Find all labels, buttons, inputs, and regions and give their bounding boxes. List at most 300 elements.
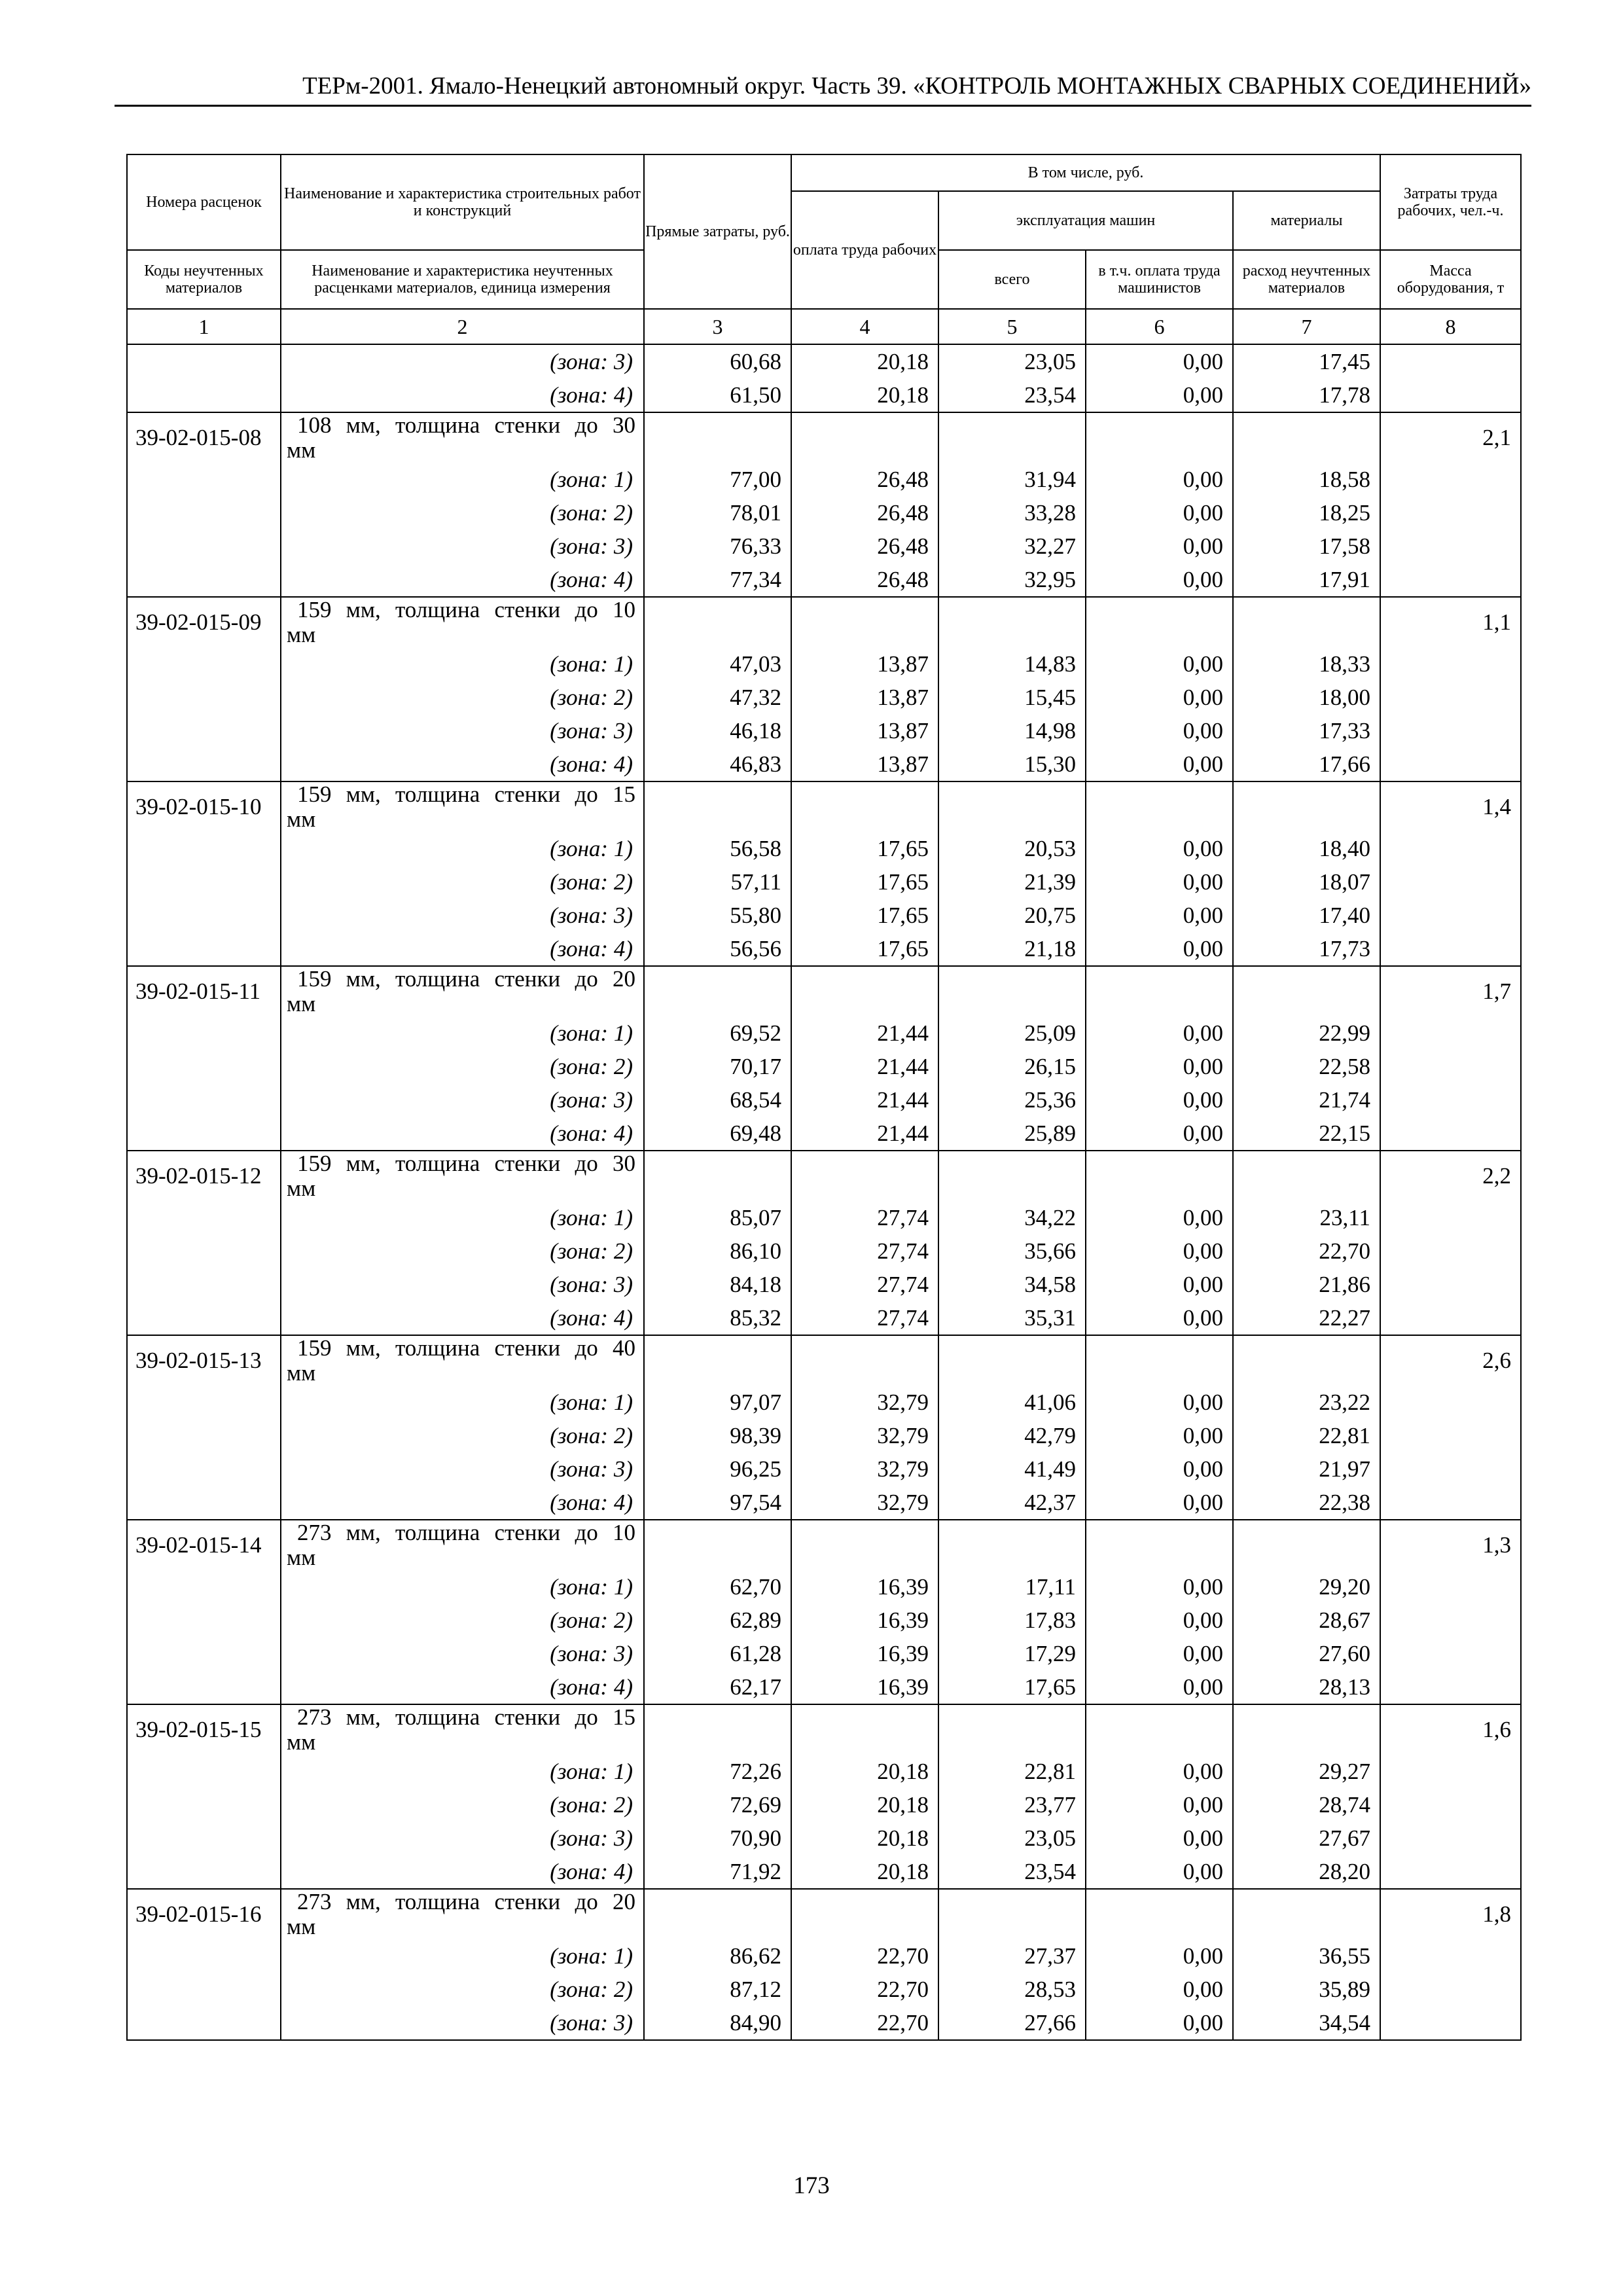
value-cell-empty xyxy=(644,597,791,647)
table-row xyxy=(127,1268,1521,1301)
header-equipment-mass: Масса оборудования, т xyxy=(1380,250,1521,309)
labor-pay-value: 26,48 xyxy=(791,529,938,563)
direct-cost-value: 62,70 xyxy=(644,1570,791,1604)
table-row xyxy=(127,1570,1521,1604)
materials-value: 17,45 xyxy=(1233,344,1380,378)
code-cell-empty xyxy=(127,899,281,932)
materials-value: 17,91 xyxy=(1233,563,1380,597)
materials-value: 21,97 xyxy=(1233,1452,1380,1486)
machines-total-value: 20,75 xyxy=(938,899,1086,932)
rate-code: 39-02-015-11 xyxy=(127,966,281,1016)
direct-cost-value: 68,54 xyxy=(644,1083,791,1117)
code-cell-empty xyxy=(127,344,281,378)
machines-total-value: 33,28 xyxy=(938,496,1086,529)
labor-cell-empty xyxy=(1380,1016,1521,1050)
operators-pay-value: 0,00 xyxy=(1086,647,1233,681)
labor-costs-value: 2,1 xyxy=(1380,412,1521,463)
value-cell-empty xyxy=(1233,1704,1380,1755)
work-name-unit: мм xyxy=(287,1729,316,1755)
labor-cell-empty xyxy=(1380,647,1521,681)
code-cell-empty xyxy=(127,1821,281,1855)
labor-pay-value: 13,87 xyxy=(791,647,938,681)
zone-label: (зона: 3) xyxy=(281,2006,644,2040)
table-row xyxy=(127,1151,1521,1201)
materials-value: 28,13 xyxy=(1233,1670,1380,1704)
direct-cost-value: 55,80 xyxy=(644,899,791,932)
direct-cost-value: 56,58 xyxy=(644,832,791,865)
labor-cell-empty xyxy=(1380,563,1521,597)
direct-cost-value: 56,56 xyxy=(644,932,791,966)
operators-pay-value: 0,00 xyxy=(1086,1570,1233,1604)
work-name-unit: мм xyxy=(287,1175,316,1201)
direct-cost-value: 84,18 xyxy=(644,1268,791,1301)
labor-pay-value: 27,74 xyxy=(791,1301,938,1335)
zone-label: (зона: 4) xyxy=(281,1855,644,1889)
labor-pay-value: 32,79 xyxy=(791,1452,938,1486)
materials-value: 23,22 xyxy=(1233,1386,1380,1419)
direct-cost-value: 96,25 xyxy=(644,1452,791,1486)
labor-costs-value: 2,6 xyxy=(1380,1335,1521,1386)
value-cell-empty xyxy=(938,1520,1086,1570)
header-materials-usage: расход неучтенных материалов xyxy=(1233,250,1380,309)
code-cell-empty xyxy=(127,1973,281,2006)
machines-total-value: 14,83 xyxy=(938,647,1086,681)
labor-costs-value: 1,6 xyxy=(1380,1704,1521,1755)
operators-pay-value: 0,00 xyxy=(1086,1855,1233,1889)
value-cell-empty xyxy=(1086,1335,1233,1386)
labor-pay-value: 13,87 xyxy=(791,714,938,747)
zone-label: (зона: 1) xyxy=(281,463,644,496)
value-cell-empty xyxy=(938,1335,1086,1386)
column-number: 5 xyxy=(938,309,1086,344)
table-row xyxy=(127,1201,1521,1234)
rate-code: 39-02-015-14 xyxy=(127,1520,281,1570)
labor-pay-value: 20,18 xyxy=(791,378,938,412)
value-cell-empty xyxy=(1086,597,1233,647)
operators-pay-value: 0,00 xyxy=(1086,1670,1233,1704)
machines-total-value: 23,77 xyxy=(938,1788,1086,1821)
zone-label: (зона: 1) xyxy=(281,1755,644,1788)
labor-cell-empty xyxy=(1380,714,1521,747)
value-cell-empty xyxy=(1086,781,1233,832)
labor-cell-empty xyxy=(1380,1050,1521,1083)
materials-value: 18,07 xyxy=(1233,865,1380,899)
operators-pay-value: 0,00 xyxy=(1086,1452,1233,1486)
value-cell-empty xyxy=(1233,1151,1380,1201)
code-cell-empty xyxy=(127,1301,281,1335)
labor-cell-empty xyxy=(1380,344,1521,378)
machines-total-value: 22,81 xyxy=(938,1755,1086,1788)
value-cell-empty xyxy=(791,1889,938,1939)
labor-pay-value: 21,44 xyxy=(791,1050,938,1083)
code-cell-empty xyxy=(127,1637,281,1670)
table-row xyxy=(127,1604,1521,1637)
column-number: 2 xyxy=(281,309,644,344)
labor-cell-empty xyxy=(1380,832,1521,865)
work-name xyxy=(281,966,644,1016)
work-name xyxy=(281,781,644,832)
zone-label: (зона: 3) xyxy=(281,1637,644,1670)
zone-label: (зона: 2) xyxy=(281,681,644,714)
operators-pay-value: 0,00 xyxy=(1086,1419,1233,1452)
table-row xyxy=(127,1386,1521,1419)
materials-value: 27,67 xyxy=(1233,1821,1380,1855)
direct-cost-value: 97,54 xyxy=(644,1486,791,1520)
zone-label: (зона: 4) xyxy=(281,1117,644,1151)
direct-cost-value: 69,48 xyxy=(644,1117,791,1151)
table-row xyxy=(127,563,1521,597)
machines-total-value: 27,66 xyxy=(938,2006,1086,2040)
table-row xyxy=(127,681,1521,714)
work-name-unit: мм xyxy=(287,622,316,647)
labor-costs-value: 1,4 xyxy=(1380,781,1521,832)
labor-pay-value: 26,48 xyxy=(791,496,938,529)
code-cell-empty xyxy=(127,932,281,966)
direct-cost-value: 98,39 xyxy=(644,1419,791,1452)
value-cell-empty xyxy=(1233,597,1380,647)
value-cell-empty xyxy=(1233,412,1380,463)
code-cell-empty xyxy=(127,496,281,529)
materials-value: 17,40 xyxy=(1233,899,1380,932)
direct-cost-value: 47,03 xyxy=(644,647,791,681)
zone-label: (зона: 3) xyxy=(281,1452,644,1486)
labor-cell-empty xyxy=(1380,1755,1521,1788)
materials-value: 18,33 xyxy=(1233,647,1380,681)
table-row xyxy=(127,1050,1521,1083)
table-row xyxy=(127,865,1521,899)
table-row xyxy=(127,1419,1521,1452)
machines-total-value: 17,29 xyxy=(938,1637,1086,1670)
value-cell-empty xyxy=(938,1151,1086,1201)
code-cell-empty xyxy=(127,1452,281,1486)
zone-label: (зона: 3) xyxy=(281,1268,644,1301)
code-cell-empty xyxy=(127,529,281,563)
labor-pay-value: 21,44 xyxy=(791,1083,938,1117)
labor-costs-value: 1,7 xyxy=(1380,966,1521,1016)
table-body xyxy=(127,344,1521,2040)
direct-cost-value: 57,11 xyxy=(644,865,791,899)
direct-cost-value: 85,32 xyxy=(644,1301,791,1335)
rate-code: 39-02-015-13 xyxy=(127,1335,281,1386)
labor-cell-empty xyxy=(1380,1973,1521,2006)
table-row xyxy=(127,1452,1521,1486)
code-cell-empty xyxy=(127,1486,281,1520)
machines-total-value: 25,89 xyxy=(938,1117,1086,1151)
operators-pay-value: 0,00 xyxy=(1086,1268,1233,1301)
machines-total-value: 21,18 xyxy=(938,932,1086,966)
machines-total-value: 17,65 xyxy=(938,1670,1086,1704)
work-name-text: 273 мм, толщина стенки до 15 xyxy=(297,1704,635,1730)
materials-value: 22,70 xyxy=(1233,1234,1380,1268)
work-name xyxy=(281,1151,644,1201)
direct-cost-value: 70,90 xyxy=(644,1821,791,1855)
labor-pay-value: 16,39 xyxy=(791,1670,938,1704)
labor-cell-empty xyxy=(1380,529,1521,563)
labor-cell-empty xyxy=(1380,1939,1521,1973)
work-name-text: 108 мм, толщина стенки до 30 xyxy=(297,412,635,438)
operators-pay-value: 0,00 xyxy=(1086,1386,1233,1419)
direct-cost-value: 62,89 xyxy=(644,1604,791,1637)
direct-cost-value: 62,17 xyxy=(644,1670,791,1704)
operators-pay-value: 0,00 xyxy=(1086,529,1233,563)
header-including: В том числе, руб. xyxy=(791,154,1380,191)
value-cell-empty xyxy=(791,597,938,647)
materials-value: 17,58 xyxy=(1233,529,1380,563)
operators-pay-value: 0,00 xyxy=(1086,344,1233,378)
value-cell-empty xyxy=(791,1520,938,1570)
page-number: 173 xyxy=(793,2172,830,2199)
labor-pay-value: 16,39 xyxy=(791,1604,938,1637)
value-cell-empty xyxy=(938,597,1086,647)
operators-pay-value: 0,00 xyxy=(1086,1201,1233,1234)
machines-total-value: 34,58 xyxy=(938,1268,1086,1301)
value-cell-empty xyxy=(1086,1704,1233,1755)
header-material-codes: Коды неучтенных материалов xyxy=(127,250,281,309)
code-cell-empty xyxy=(127,747,281,781)
labor-cell-empty xyxy=(1380,1419,1521,1452)
machines-total-value: 23,54 xyxy=(938,378,1086,412)
zone-label: (зона: 1) xyxy=(281,832,644,865)
direct-cost-value: 72,26 xyxy=(644,1755,791,1788)
direct-cost-value: 61,28 xyxy=(644,1637,791,1670)
table-row xyxy=(127,1821,1521,1855)
labor-cell-empty xyxy=(1380,865,1521,899)
materials-value: 22,99 xyxy=(1233,1016,1380,1050)
materials-value: 36,55 xyxy=(1233,1939,1380,1973)
code-cell-empty xyxy=(127,1117,281,1151)
table-header xyxy=(127,154,1521,344)
labor-pay-value: 27,74 xyxy=(791,1201,938,1234)
machines-total-value: 15,45 xyxy=(938,681,1086,714)
code-cell-empty xyxy=(127,681,281,714)
zone-label: (зона: 1) xyxy=(281,1016,644,1050)
table-row xyxy=(127,1637,1521,1670)
operators-pay-value: 0,00 xyxy=(1086,1755,1233,1788)
work-name-unit: мм xyxy=(287,1360,316,1386)
table-row xyxy=(127,899,1521,932)
labor-cell-empty xyxy=(1380,681,1521,714)
zone-label: (зона: 4) xyxy=(281,932,644,966)
machines-total-value: 41,49 xyxy=(938,1452,1086,1486)
table-row xyxy=(127,1117,1521,1151)
labor-cell-empty xyxy=(1380,496,1521,529)
code-cell-empty xyxy=(127,1755,281,1788)
labor-pay-value: 20,18 xyxy=(791,1755,938,1788)
zone-label: (зона: 1) xyxy=(281,1201,644,1234)
value-cell-empty xyxy=(644,1335,791,1386)
machines-total-value: 26,15 xyxy=(938,1050,1086,1083)
labor-cell-empty xyxy=(1380,1604,1521,1637)
machines-total-value: 42,79 xyxy=(938,1419,1086,1452)
zone-label: (зона: 4) xyxy=(281,563,644,597)
value-cell-empty xyxy=(644,966,791,1016)
operators-pay-value: 0,00 xyxy=(1086,1973,1233,2006)
code-cell-empty xyxy=(127,1939,281,1973)
labor-cell-empty xyxy=(1380,1821,1521,1855)
materials-value: 18,00 xyxy=(1233,681,1380,714)
code-cell-empty xyxy=(127,1670,281,1704)
work-name xyxy=(281,1889,644,1939)
direct-cost-value: 84,90 xyxy=(644,2006,791,2040)
operators-pay-value: 0,00 xyxy=(1086,1821,1233,1855)
machines-total-value: 27,37 xyxy=(938,1939,1086,1973)
machines-total-value: 32,27 xyxy=(938,529,1086,563)
value-cell-empty xyxy=(791,1704,938,1755)
rate-code: 39-02-015-16 xyxy=(127,1889,281,1939)
materials-value: 29,27 xyxy=(1233,1755,1380,1788)
value-cell-empty xyxy=(938,412,1086,463)
direct-cost-value: 60,68 xyxy=(644,344,791,378)
zone-label: (зона: 2) xyxy=(281,1234,644,1268)
materials-value: 23,11 xyxy=(1233,1201,1380,1234)
work-name-text: 273 мм, толщина стенки до 10 xyxy=(297,1520,635,1545)
labor-pay-value: 27,74 xyxy=(791,1234,938,1268)
table-row xyxy=(127,1855,1521,1889)
value-cell-empty xyxy=(644,1704,791,1755)
zone-label: (зона: 4) xyxy=(281,1301,644,1335)
labor-cell-empty xyxy=(1380,1386,1521,1419)
value-cell-empty xyxy=(791,966,938,1016)
value-cell-empty xyxy=(938,1889,1086,1939)
materials-value: 21,74 xyxy=(1233,1083,1380,1117)
labor-pay-value: 22,70 xyxy=(791,1973,938,2006)
code-cell-empty xyxy=(127,1234,281,1268)
work-name-text: 159 мм, толщина стенки до 30 xyxy=(297,1151,635,1176)
value-cell-empty xyxy=(1233,1889,1380,1939)
work-name-text: 159 мм, толщина стенки до 10 xyxy=(297,597,635,622)
table-row xyxy=(127,1670,1521,1704)
materials-value: 28,74 xyxy=(1233,1788,1380,1821)
labor-pay-value: 27,74 xyxy=(791,1268,938,1301)
rate-code: 39-02-015-09 xyxy=(127,597,281,647)
labor-pay-value: 20,18 xyxy=(791,1855,938,1889)
zone-label: (зона: 3) xyxy=(281,529,644,563)
labor-cell-empty xyxy=(1380,1855,1521,1889)
machines-total-value: 32,95 xyxy=(938,563,1086,597)
operators-pay-value: 0,00 xyxy=(1086,1234,1233,1268)
machines-total-value: 17,83 xyxy=(938,1604,1086,1637)
labor-pay-value: 16,39 xyxy=(791,1570,938,1604)
labor-pay-value: 17,65 xyxy=(791,932,938,966)
table-row xyxy=(127,463,1521,496)
materials-value: 17,33 xyxy=(1233,714,1380,747)
value-cell-empty xyxy=(1233,781,1380,832)
labor-pay-value: 17,65 xyxy=(791,832,938,865)
operators-pay-value: 0,00 xyxy=(1086,932,1233,966)
operators-pay-value: 0,00 xyxy=(1086,1939,1233,1973)
labor-pay-value: 20,18 xyxy=(791,1821,938,1855)
direct-cost-value: 47,32 xyxy=(644,681,791,714)
labor-pay-value: 20,18 xyxy=(791,344,938,378)
operators-pay-value: 0,00 xyxy=(1086,681,1233,714)
labor-costs-value: 1,3 xyxy=(1380,1520,1521,1570)
header-machines: эксплуатация машин xyxy=(938,191,1233,250)
header-labor-costs: Затраты труда рабочих, чел.-ч. xyxy=(1380,154,1521,250)
zone-label: (зона: 4) xyxy=(281,747,644,781)
zone-label: (зона: 3) xyxy=(281,344,644,378)
work-name-text: 159 мм, толщина стенки до 15 xyxy=(297,781,635,807)
code-cell-empty xyxy=(127,1016,281,1050)
labor-pay-value: 26,48 xyxy=(791,463,938,496)
table-row xyxy=(127,781,1521,832)
header-material-names: Наименование и характеристика неучтенных расценками материалов, единица измерения xyxy=(281,250,644,309)
value-cell-empty xyxy=(791,781,938,832)
value-cell-empty xyxy=(1086,1151,1233,1201)
materials-value: 22,15 xyxy=(1233,1117,1380,1151)
materials-value: 28,20 xyxy=(1233,1855,1380,1889)
table-row xyxy=(127,529,1521,563)
table-row xyxy=(127,647,1521,681)
labor-costs-value: 2,2 xyxy=(1380,1151,1521,1201)
zone-label: (зона: 4) xyxy=(281,1670,644,1704)
value-cell-empty xyxy=(938,1704,1086,1755)
operators-pay-value: 0,00 xyxy=(1086,1637,1233,1670)
column-number: 6 xyxy=(1086,309,1233,344)
value-cell-empty xyxy=(1086,412,1233,463)
work-name-unit: мм xyxy=(287,991,316,1016)
materials-value: 17,78 xyxy=(1233,378,1380,412)
zone-label: (зона: 2) xyxy=(281,496,644,529)
zone-label: (зона: 3) xyxy=(281,1083,644,1117)
code-cell-empty xyxy=(127,865,281,899)
table-row xyxy=(127,1973,1521,2006)
operators-pay-value: 0,00 xyxy=(1086,378,1233,412)
machines-total-value: 25,09 xyxy=(938,1016,1086,1050)
header-machines-operators: в т.ч. оплата труда машинистов xyxy=(1086,250,1233,309)
zone-label: (зона: 1) xyxy=(281,1939,644,1973)
labor-costs-value: 1,1 xyxy=(1380,597,1521,647)
table-row xyxy=(127,1520,1521,1570)
zone-label: (зона: 1) xyxy=(281,647,644,681)
labor-cell-empty xyxy=(1380,1268,1521,1301)
table-row xyxy=(127,2006,1521,2040)
table-row xyxy=(127,1889,1521,1939)
direct-cost-value: 61,50 xyxy=(644,378,791,412)
direct-cost-value: 86,10 xyxy=(644,1234,791,1268)
direct-cost-value: 78,01 xyxy=(644,496,791,529)
work-name-text: 159 мм, толщина стенки до 20 xyxy=(297,966,635,992)
table-row xyxy=(127,1486,1521,1520)
rate-code: 39-02-015-15 xyxy=(127,1704,281,1755)
machines-total-value: 23,05 xyxy=(938,344,1086,378)
labor-cell-empty xyxy=(1380,1117,1521,1151)
table-row xyxy=(127,1301,1521,1335)
labor-cell-empty xyxy=(1380,932,1521,966)
labor-cell-empty xyxy=(1380,1301,1521,1335)
labor-cell-empty xyxy=(1380,1486,1521,1520)
value-cell-empty xyxy=(1233,1335,1380,1386)
machines-total-value: 20,53 xyxy=(938,832,1086,865)
direct-cost-value: 86,62 xyxy=(644,1939,791,1973)
code-cell-empty xyxy=(127,714,281,747)
table-row xyxy=(127,597,1521,647)
header-machines-total: всего xyxy=(938,250,1086,309)
code-cell-empty xyxy=(127,1788,281,1821)
table-row xyxy=(127,747,1521,781)
value-cell-empty xyxy=(644,412,791,463)
zone-label: (зона: 2) xyxy=(281,1973,644,2006)
code-cell-empty xyxy=(127,1201,281,1234)
work-name-unit: мм xyxy=(287,1545,316,1570)
machines-total-value: 21,39 xyxy=(938,865,1086,899)
running-head: ТЕРм-2001. Ямало-Ненецкий автономный округ. Часть 39. «КОНТРОЛЬ МОНТАЖНЫХ СВАРНЫХ СОЕДИНЕНИЙ» xyxy=(302,73,1531,99)
direct-cost-value: 46,83 xyxy=(644,747,791,781)
work-name xyxy=(281,1704,644,1755)
column-number: 1 xyxy=(127,309,281,344)
work-name-unit: мм xyxy=(287,1914,316,1939)
code-cell-empty xyxy=(127,2006,281,2040)
column-number: 7 xyxy=(1233,309,1380,344)
